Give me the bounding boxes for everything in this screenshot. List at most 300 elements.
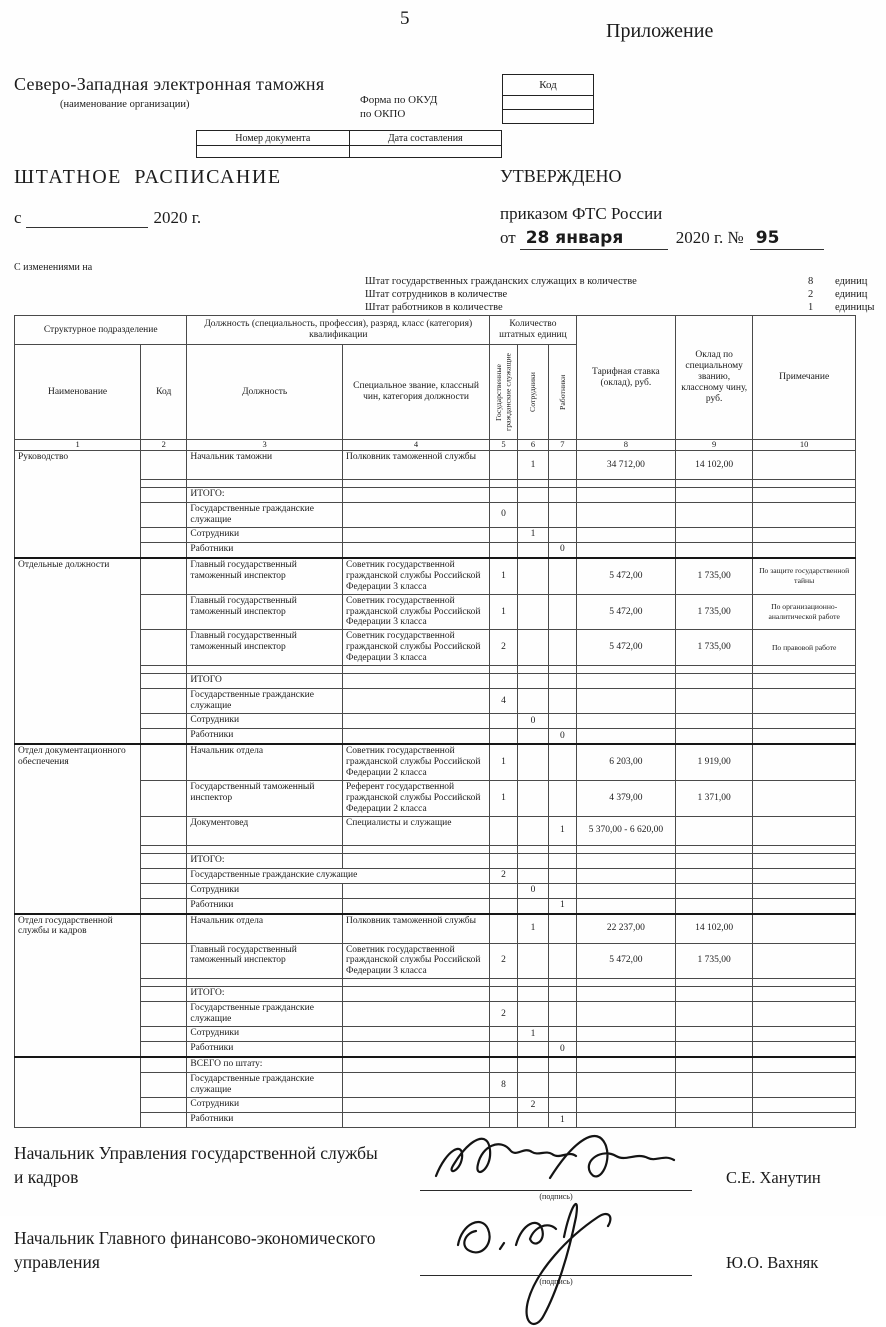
position-cell: ИТОГО: — [187, 987, 343, 1002]
column-number: 6 — [517, 440, 548, 451]
order-from: от — [500, 228, 516, 247]
code-cell — [141, 1112, 187, 1127]
approved-by-label: приказом ФТС России — [500, 204, 663, 223]
position-cell: Работники — [187, 728, 343, 744]
employees-count-cell — [517, 1057, 548, 1073]
position-cell — [187, 845, 343, 853]
salary-cell: 5 472,00 — [576, 558, 675, 594]
position-cell: ИТОГО: — [187, 488, 343, 503]
doc-date-header: Дата составления — [349, 131, 502, 146]
staff-count-unit: единиц — [835, 289, 868, 300]
workers-count-cell — [549, 488, 577, 503]
employees-count-cell: 0 — [517, 883, 548, 898]
civil-servants-count-cell — [490, 728, 518, 744]
workers-count-cell — [549, 943, 577, 979]
staffing-table — [14, 315, 856, 1128]
salary-cell: 5 370,00 - 6 620,00 — [576, 816, 675, 845]
code-cell — [141, 780, 187, 816]
header-position: Должность — [187, 345, 343, 440]
rank-cell — [342, 1097, 489, 1112]
position-cell: Работники — [187, 1042, 343, 1058]
rank-cell — [342, 987, 489, 1002]
workers-count-cell — [549, 868, 577, 883]
rank-cell — [342, 845, 489, 853]
code-cell — [141, 558, 187, 594]
civil-servants-count-cell — [490, 1057, 518, 1073]
rank-cell — [342, 488, 489, 503]
table-row — [15, 914, 856, 944]
code-cell — [141, 1002, 187, 1027]
code-cell — [141, 1097, 187, 1112]
header-structural-unit: Структурное подразделение — [15, 316, 187, 345]
code-cell — [141, 853, 187, 868]
rank-salary-cell — [675, 987, 752, 1002]
rank-salary-cell — [675, 1073, 752, 1098]
code-cell — [141, 816, 187, 845]
date-prefix: с — [14, 208, 22, 227]
position-cell: Работники — [187, 542, 343, 558]
organization-name-caption: (наименование организации) — [60, 99, 190, 110]
rank-salary-cell — [675, 542, 752, 558]
note-cell — [753, 845, 856, 853]
workers-count-cell — [549, 713, 577, 728]
table-row — [15, 979, 856, 987]
table-row — [15, 542, 856, 558]
note-cell — [753, 914, 856, 944]
position-cell: ИТОГО: — [187, 853, 343, 868]
note-cell — [753, 480, 856, 488]
salary-cell — [576, 674, 675, 689]
note-cell — [753, 1027, 856, 1042]
table-row — [15, 987, 856, 1002]
rank-salary-cell: 1 735,00 — [675, 558, 752, 594]
code-cell — [141, 914, 187, 944]
order-date: 28 января — [520, 228, 668, 250]
civil-servants-count-cell — [490, 527, 518, 542]
code-cell — [141, 845, 187, 853]
salary-cell — [576, 488, 675, 503]
rank-salary-cell — [675, 527, 752, 542]
rank-cell — [342, 689, 489, 714]
position-cell: Документовед — [187, 816, 343, 845]
rank-salary-cell — [675, 898, 752, 914]
salary-cell — [576, 883, 675, 898]
note-cell — [753, 979, 856, 987]
rank-cell: Советник государственной гражданской службы Российской Федерации 3 класса — [342, 594, 489, 630]
civil-servants-count-cell — [490, 480, 518, 488]
civil-servants-count-cell — [490, 1027, 518, 1042]
note-cell — [753, 451, 856, 480]
position-cell: ИТОГО — [187, 674, 343, 689]
position-cell — [187, 666, 343, 674]
position-cell: Государственные гражданские служащие — [187, 503, 343, 528]
note-cell — [753, 1073, 856, 1098]
rank-cell: Специалисты и служащие — [342, 816, 489, 845]
civil-servants-count-cell — [490, 816, 518, 845]
workers-count-cell — [549, 689, 577, 714]
salary-cell: 34 712,00 — [576, 451, 675, 480]
rank-cell — [342, 1057, 489, 1073]
workers-count-cell — [549, 451, 577, 480]
note-cell: По организационно-аналитической работе — [753, 594, 856, 630]
civil-servants-count-cell: 8 — [490, 1073, 518, 1098]
note-cell — [753, 1097, 856, 1112]
employees-count-cell — [517, 1112, 548, 1127]
civil-servants-count-cell: 1 — [490, 744, 518, 780]
table-row — [15, 488, 856, 503]
table-row — [15, 713, 856, 728]
code-cell — [141, 674, 187, 689]
workers-count-cell: 1 — [549, 898, 577, 914]
order-year: 2020 г. № — [675, 228, 744, 247]
document-title: ШТАТНОЕ РАСПИСАНИЕ — [14, 166, 282, 188]
okud-label: Форма по ОКУД — [360, 94, 438, 106]
code-box-okpo-cell — [503, 110, 593, 123]
signature-block — [14, 1142, 872, 1286]
appendix-label: Приложение — [606, 20, 714, 42]
salary-cell — [576, 666, 675, 674]
label-cell: Государственные гражданские служащие — [187, 868, 490, 883]
rank-salary-cell: 1 371,00 — [675, 780, 752, 816]
rank-salary-cell: 14 102,00 — [675, 451, 752, 480]
position-cell: Главный государственный таможенный инспектор — [187, 943, 343, 979]
date-from-line — [14, 208, 201, 228]
code-cell — [141, 488, 187, 503]
salary-cell — [576, 689, 675, 714]
civil-servants-count-cell: 2 — [490, 868, 518, 883]
rank-salary-cell — [675, 868, 752, 883]
note-cell — [753, 1002, 856, 1027]
workers-count-cell — [549, 1073, 577, 1098]
salary-cell — [576, 542, 675, 558]
note-cell: По правовой работе — [753, 630, 856, 666]
employees-count-cell: 1 — [517, 914, 548, 944]
civil-servants-count-cell: 2 — [490, 1002, 518, 1027]
rank-cell: Советник государственной гражданской службы Российской Федерации 3 класса — [342, 943, 489, 979]
column-number: 10 — [753, 440, 856, 451]
workers-count-cell — [549, 503, 577, 528]
position-cell: Главный государственный таможенный инспектор — [187, 558, 343, 594]
workers-count-cell — [549, 1027, 577, 1042]
column-number: 9 — [675, 440, 752, 451]
signature-row — [14, 1227, 872, 1286]
employees-count-cell — [517, 666, 548, 674]
employees-count-cell — [517, 853, 548, 868]
signature-area — [420, 1227, 692, 1286]
signature-line — [420, 1227, 692, 1276]
organization-name: Северо-Западная электронная таможня — [14, 74, 325, 94]
rank-salary-cell — [675, 488, 752, 503]
rank-cell: Советник государственной гражданской службы Российской Федерации 3 класса — [342, 558, 489, 594]
rank-salary-cell — [675, 1057, 752, 1073]
rank-salary-cell — [675, 845, 752, 853]
rank-cell — [342, 527, 489, 542]
table-row — [15, 666, 856, 674]
civil-servants-count-cell: 2 — [490, 630, 518, 666]
signature-caption: (подпись) — [539, 1191, 573, 1201]
page-number: 5 — [400, 8, 410, 29]
salary-cell — [576, 1112, 675, 1127]
code-cell — [141, 503, 187, 528]
employees-count-cell: 1 — [517, 1027, 548, 1042]
table-row — [15, 728, 856, 744]
table-row — [15, 780, 856, 816]
table-row — [15, 816, 856, 845]
table-row — [15, 1042, 856, 1058]
note-cell — [753, 689, 856, 714]
employees-count-cell — [517, 1002, 548, 1027]
doc-number-header: Номер документа — [197, 131, 350, 146]
workers-count-cell — [549, 558, 577, 594]
staff-count-label: Штат работников в количестве — [365, 302, 503, 313]
header-note: Примечание — [753, 316, 856, 440]
rank-salary-cell — [675, 713, 752, 728]
header-salary: Тарифная ставка (оклад), руб. — [576, 316, 675, 440]
table-row — [15, 868, 856, 883]
code-cell — [141, 630, 187, 666]
staff-count-line — [365, 302, 875, 315]
staff-counts — [365, 276, 875, 315]
table-row — [15, 853, 856, 868]
position-cell: Начальник таможни — [187, 451, 343, 480]
note-cell — [753, 1057, 856, 1073]
header-civil-servants-text: Государственные гражданские служащие — [493, 353, 513, 432]
rank-cell — [342, 1002, 489, 1027]
position-cell: Государственный таможенный инспектор — [187, 780, 343, 816]
note-cell — [753, 744, 856, 780]
rank-cell: Советник государственной гражданской службы Российской Федерации 3 класса — [342, 630, 489, 666]
table-row — [15, 1057, 856, 1073]
header-rank-salary: Оклад по специальному званию, классному чину, руб. — [675, 316, 752, 440]
table-row — [15, 480, 856, 488]
column-number: 8 — [576, 440, 675, 451]
note-cell — [753, 488, 856, 503]
salary-cell — [576, 713, 675, 728]
rank-salary-cell — [675, 883, 752, 898]
position-cell: Главный государственный таможенный инспектор — [187, 630, 343, 666]
header-name: Наименование — [15, 345, 141, 440]
table-row — [15, 451, 856, 480]
code-cell — [141, 987, 187, 1002]
staff-count-value: 8 — [808, 276, 814, 287]
workers-count-cell — [549, 1002, 577, 1027]
rank-cell — [342, 542, 489, 558]
rank-cell: Полковник таможенной службы — [342, 451, 489, 480]
salary-cell — [576, 845, 675, 853]
rank-salary-cell: 1 735,00 — [675, 943, 752, 979]
rank-cell — [342, 1112, 489, 1127]
signature-area — [420, 1142, 692, 1201]
doc-date-cell — [349, 146, 502, 158]
signature-caption: (подпись) — [539, 1276, 573, 1286]
code-cell — [141, 480, 187, 488]
employees-count-cell — [517, 845, 548, 853]
civil-servants-count-cell: 0 — [490, 503, 518, 528]
signatory-title: Начальник Управления государственной службы и кадров — [14, 1142, 378, 1187]
code-box — [502, 74, 594, 124]
table-row — [15, 898, 856, 914]
table-row — [15, 594, 856, 630]
note-cell — [753, 816, 856, 845]
note-cell — [753, 1112, 856, 1127]
rank-salary-cell — [675, 480, 752, 488]
civil-servants-count-cell — [490, 979, 518, 987]
workers-count-cell — [549, 845, 577, 853]
rank-cell — [342, 883, 489, 898]
position-cell: Начальник отдела — [187, 914, 343, 944]
table-row — [15, 1097, 856, 1112]
table-header — [15, 316, 856, 451]
civil-servants-count-cell — [490, 1112, 518, 1127]
workers-count-cell — [549, 594, 577, 630]
header-employees — [517, 345, 548, 440]
code-cell — [141, 883, 187, 898]
table-row — [15, 845, 856, 853]
table-row — [15, 630, 856, 666]
document-meta-table — [196, 130, 502, 158]
table-row — [15, 558, 856, 594]
note-cell: По защите государственной тайны — [753, 558, 856, 594]
workers-count-cell — [549, 1057, 577, 1073]
rank-salary-cell — [675, 666, 752, 674]
position-cell: Сотрудники — [187, 1027, 343, 1042]
salary-cell — [576, 979, 675, 987]
header-civil-servants — [490, 345, 518, 440]
date-blank — [26, 211, 148, 228]
rank-salary-cell — [675, 1042, 752, 1058]
civil-servants-count-cell — [490, 488, 518, 503]
code-cell — [141, 868, 187, 883]
note-cell — [753, 527, 856, 542]
workers-count-cell: 1 — [549, 1112, 577, 1127]
salary-cell: 4 379,00 — [576, 780, 675, 816]
table-row — [15, 1112, 856, 1127]
rank-salary-cell — [675, 674, 752, 689]
workers-count-cell: 1 — [549, 816, 577, 845]
employees-count-cell: 0 — [517, 713, 548, 728]
rank-salary-cell: 1 735,00 — [675, 630, 752, 666]
employees-count-cell — [517, 503, 548, 528]
employees-count-cell — [517, 689, 548, 714]
employees-count-cell — [517, 488, 548, 503]
workers-count-cell — [549, 987, 577, 1002]
rank-salary-cell — [675, 1027, 752, 1042]
position-cell: Сотрудники — [187, 1097, 343, 1112]
workers-count-cell — [549, 883, 577, 898]
staff-count-unit: единиц — [835, 276, 868, 287]
column-number: 2 — [141, 440, 187, 451]
salary-cell — [576, 527, 675, 542]
code-cell — [141, 1057, 187, 1073]
form-header — [0, 0, 886, 315]
code-cell — [141, 542, 187, 558]
date-year: 2020 г. — [153, 208, 202, 227]
salary-cell: 5 472,00 — [576, 630, 675, 666]
approved-label: УТВЕРЖДЕНО — [500, 166, 622, 186]
employees-count-cell: 2 — [517, 1097, 548, 1112]
position-cell — [187, 979, 343, 987]
civil-servants-count-cell: 2 — [490, 943, 518, 979]
header-staff-count-group: Количество штатных единиц — [490, 316, 577, 345]
note-cell — [753, 987, 856, 1002]
table-row — [15, 744, 856, 780]
employees-count-cell — [517, 943, 548, 979]
rank-cell — [342, 979, 489, 987]
salary-cell — [576, 503, 675, 528]
workers-count-cell — [549, 853, 577, 868]
workers-count-cell: 0 — [549, 542, 577, 558]
civil-servants-count-cell — [490, 853, 518, 868]
rank-cell — [342, 674, 489, 689]
rank-salary-cell: 14 102,00 — [675, 914, 752, 944]
order-number: 95 — [750, 228, 824, 250]
code-cell — [141, 979, 187, 987]
workers-count-cell — [549, 979, 577, 987]
rank-salary-cell: 1 735,00 — [675, 594, 752, 630]
workers-count-cell — [549, 1097, 577, 1112]
workers-count-cell — [549, 780, 577, 816]
rank-cell — [342, 666, 489, 674]
salary-cell — [576, 480, 675, 488]
position-cell: Сотрудники — [187, 527, 343, 542]
rank-salary-cell — [675, 1112, 752, 1127]
header-code: Код — [141, 345, 187, 440]
position-cell: Работники — [187, 1112, 343, 1127]
workers-count-cell — [549, 480, 577, 488]
rank-cell — [342, 1073, 489, 1098]
salary-cell — [576, 987, 675, 1002]
header-employees-text: Сотрудники — [528, 372, 538, 412]
salary-cell: 6 203,00 — [576, 744, 675, 780]
position-cell: Сотрудники — [187, 713, 343, 728]
signatory-name: Ю.О. Вахняк — [726, 1252, 819, 1272]
position-cell: Начальник отдела — [187, 744, 343, 780]
column-numbers-row — [15, 440, 856, 451]
salary-cell — [576, 728, 675, 744]
employees-count-cell — [517, 868, 548, 883]
staff-count-value: 2 — [808, 289, 814, 300]
position-cell: Государственные гражданские служащие — [187, 1073, 343, 1098]
code-cell — [141, 1042, 187, 1058]
position-cell: Работники — [187, 898, 343, 914]
note-cell — [753, 728, 856, 744]
header-workers-text: Работники — [557, 374, 567, 410]
section-name-cell: Руководство — [15, 451, 141, 558]
position-cell: Государственные гражданские служащие — [187, 1002, 343, 1027]
code-box-label: Код — [503, 75, 593, 96]
rank-cell: Советник государственной гражданской службы Российской Федерации 2 класса — [342, 744, 489, 780]
column-number: 5 — [490, 440, 518, 451]
section-name-cell — [15, 1057, 141, 1127]
civil-servants-count-cell — [490, 845, 518, 853]
note-cell — [753, 503, 856, 528]
column-number: 3 — [187, 440, 343, 451]
column-number: 7 — [549, 440, 577, 451]
code-cell — [141, 451, 187, 480]
code-cell — [141, 728, 187, 744]
position-cell: Главный государственный таможенный инспектор — [187, 594, 343, 630]
rank-cell — [342, 503, 489, 528]
workers-count-cell — [549, 744, 577, 780]
code-cell — [141, 744, 187, 780]
staff-count-label: Штат государственных гражданских служащих в количестве — [365, 276, 637, 287]
signature-row — [14, 1142, 872, 1201]
civil-servants-count-cell — [490, 451, 518, 480]
rank-cell: Полковник таможенной службы — [342, 914, 489, 944]
rank-salary-cell — [675, 1002, 752, 1027]
employees-count-cell — [517, 480, 548, 488]
note-cell — [753, 674, 856, 689]
